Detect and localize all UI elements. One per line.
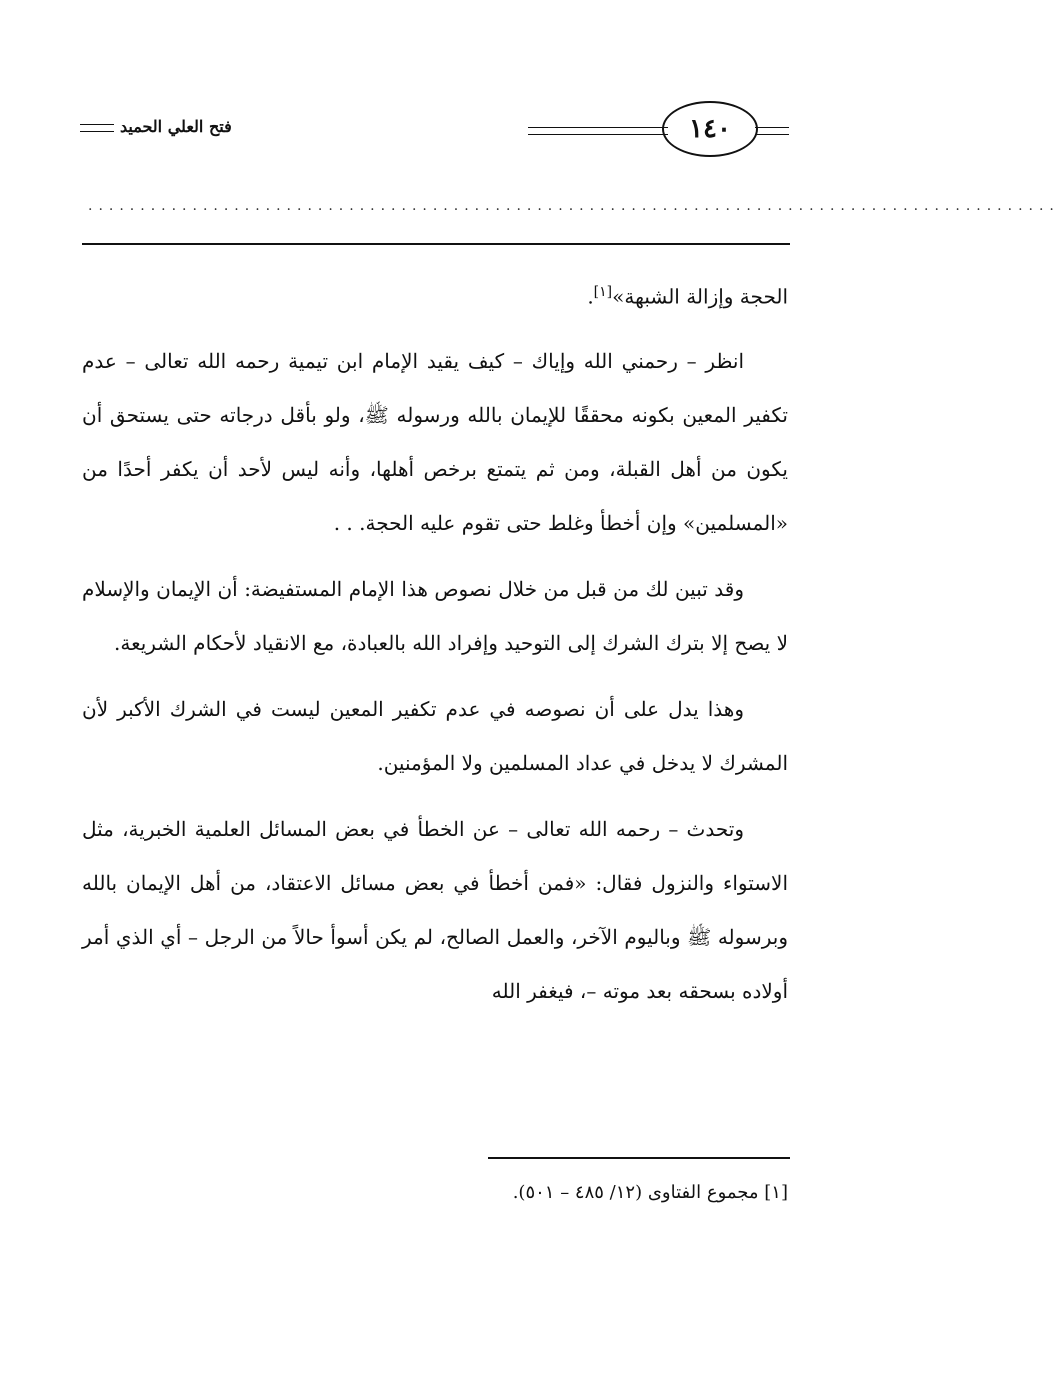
intro-end: . <box>587 284 594 309</box>
dotted-separator: ............................................................................................. <box>88 198 1060 214</box>
main-text <box>82 265 788 1018</box>
paragraph-4: وتحدث – رحمه الله تعالى – عن الخطأ في بعض المسائل العلمية الخبرية، مثل الاستواء والنزول فقال: «فمن أخطأ في بعض مسائل الاعتقاد، من أهل الإيمان بالله وبرسوله ﷺ وباليوم الآخر، والعمل الصالح، لم يكن أسوأ حالاً من الرجل – أي الذي أمر أولاده بسحقه بعد موته –، فيغفر الله <box>82 816 788 1003</box>
number-rule <box>755 134 789 135</box>
title-rule <box>80 131 114 132</box>
intro-line <box>82 265 788 324</box>
book-title: فتح العلي الحميد <box>120 117 232 136</box>
footnote: [١] مجموع الفتاوى (١٢/ ٤٨٥ – ٥٠١). <box>512 1182 788 1203</box>
number-rule <box>528 127 668 128</box>
title-rule <box>80 124 114 125</box>
footnote-rule <box>488 1157 790 1159</box>
intro-text: الحجة وإزالة الشبهة» <box>612 284 788 309</box>
paragraph-1: انظر – رحمني الله وإياك – كيف يقيد الإمام ابن تيمية رحمه الله تعالى – عدم تكفير المعين بكونه محققًا للإيمان بالله ورسوله ﷺ، ولو بأقل درجاته حتى يستحق أن يكون من أهل القبلة، ومن ثم يتمتع برخص أهلها، وأنه ليس لأحد أن يكفر أحدًا من «المسلمين» وإن أخطأ وغلط حتى تقوم عليه الحجة. . . <box>82 348 789 535</box>
number-rule <box>755 127 789 128</box>
page-header <box>0 95 879 165</box>
header-rule <box>82 243 790 245</box>
footnote-ref: [١] <box>593 284 613 300</box>
number-rule <box>528 134 668 135</box>
paragraph-2: وقد تبين لك من قبل من خلال نصوص هذا الإمام المستفيضة: أن الإيمان والإسلام لا يصح إلا بترك الشرك إلى التوحيد وإفراد الله بالعبادة، مع الانقياد لأحكام الشريعة. <box>82 576 788 655</box>
page-number: ١٤٠ <box>662 101 758 157</box>
paragraph-3: وهذا يدل على أن نصوصه في عدم تكفير المعين ليست في الشرك الأكبر لأن المشرك لا يدخل في عداد المسلمين ولا المؤمنين. <box>82 696 788 775</box>
